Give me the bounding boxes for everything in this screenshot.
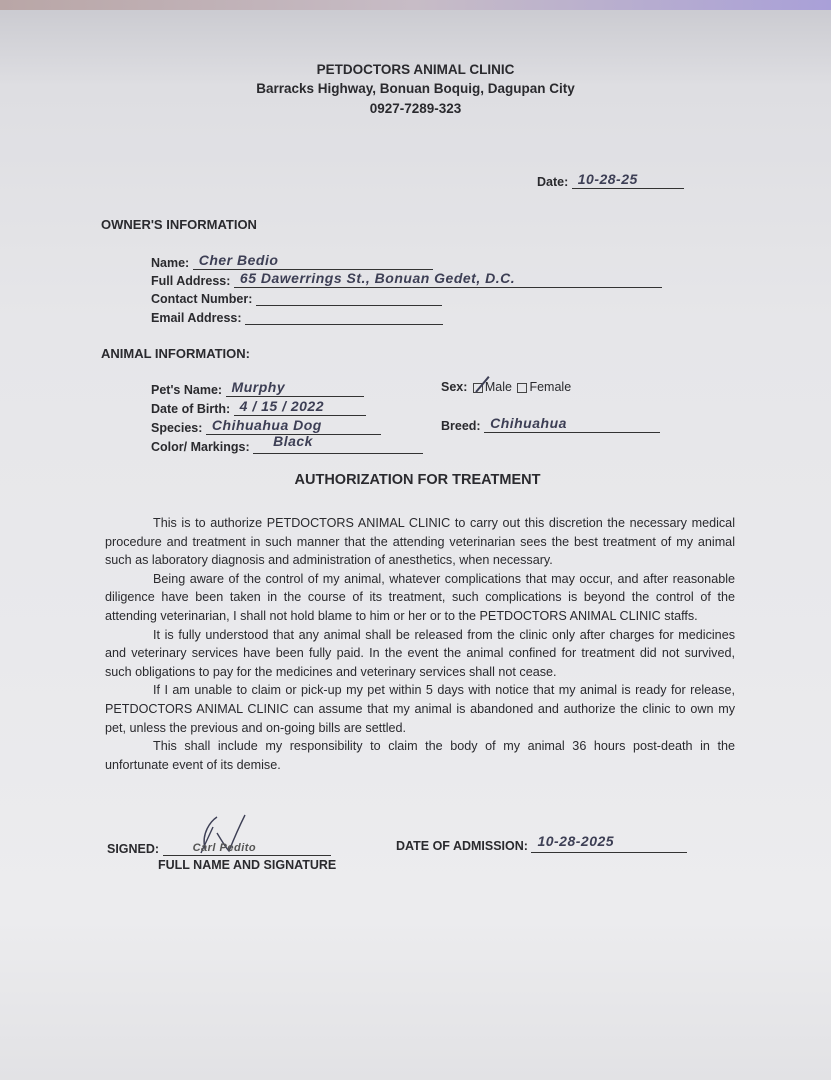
authorization-title: AUTHORIZATION FOR TREATMENT bbox=[294, 472, 541, 488]
admission-date-field bbox=[396, 833, 687, 853]
sex-field bbox=[441, 380, 571, 394]
label: Email Address: bbox=[151, 311, 242, 325]
signed-field bbox=[107, 841, 331, 856]
breed-field bbox=[441, 415, 660, 433]
label: Color/ Markings: bbox=[151, 440, 250, 454]
admission-date-value: 10-28-2025 bbox=[537, 833, 615, 849]
date-field bbox=[537, 171, 684, 189]
date-label: Date: bbox=[537, 175, 569, 189]
animal-heading: ANIMAL INFORMATION: bbox=[101, 346, 250, 361]
clinic-name: PETDOCTORS ANIMAL CLINIC bbox=[316, 62, 515, 77]
label: Species: bbox=[151, 421, 203, 435]
paragraph: This shall include my responsibility to claim the body of my animal 36 hours post-death in the unfortunate event of its demise. bbox=[105, 739, 735, 772]
pet-name-field bbox=[151, 379, 364, 397]
clinic-phone: 0927-7289-323 bbox=[369, 101, 462, 116]
species-value: Chihuahua Dog bbox=[211, 417, 322, 433]
owner-heading: OWNER'S INFORMATION bbox=[101, 217, 257, 232]
male-label: Male bbox=[484, 380, 512, 394]
signed-name: Carl Pedito bbox=[192, 842, 257, 854]
label: DATE OF ADMISSION: bbox=[396, 839, 528, 853]
owner-email-field bbox=[151, 310, 443, 325]
photo-edge bbox=[0, 0, 831, 10]
label: Breed: bbox=[441, 419, 481, 433]
label: Contact Number: bbox=[151, 292, 253, 306]
pet-name-value: Murphy bbox=[231, 379, 286, 395]
owner-address-field bbox=[151, 270, 662, 288]
species-field bbox=[151, 417, 381, 435]
paragraph: This is to authorize PETDOCTORS ANIMAL CLINIC to carry out this discretion the necessary medical procedure and treatment in such manner that the attending veterinarian sees the best treatment of my animal such as laboratory diagnosis and administration of anesthetics, when necessary. bbox=[105, 516, 735, 568]
color-field bbox=[151, 433, 423, 454]
owner-name-field bbox=[151, 252, 433, 270]
male-checkbox bbox=[473, 383, 483, 393]
label: Date of Birth: bbox=[151, 402, 231, 416]
owner-name-value: Cher Bedio bbox=[198, 252, 279, 268]
label: Name: bbox=[151, 256, 190, 270]
authorization-body bbox=[105, 514, 735, 774]
clinic-address: Barracks Highway, Bonuan Boquig, Dagupan City bbox=[256, 81, 575, 96]
dob-value: 4 / 15 / 2022 bbox=[239, 398, 324, 414]
dob-field bbox=[151, 398, 366, 416]
date-value: 10-28-25 bbox=[577, 171, 638, 187]
breed-value: Chihuahua bbox=[490, 415, 567, 431]
owner-contact-field bbox=[151, 291, 442, 306]
signature-caption: FULL NAME AND SIGNATURE bbox=[158, 858, 337, 872]
paragraph: If I am unable to claim or pick-up my pet within 5 days with notice that my animal is ready for release, PETDOCTORS ANIMAL CLINIC can assume that my animal is abandoned and authorize the clinic to own my pet, unless the previous and on-going bills are settled. bbox=[105, 683, 735, 735]
label: SIGNED: bbox=[107, 842, 160, 856]
label: Sex: bbox=[441, 380, 468, 394]
paragraph: Being aware of the control of my animal, whatever complications that may occur, and after reasonable diligence have been taken in the course of its treatment, such complications is beyond the control of the attending veterinarian, I shall not hold blame to him or her or to the PETDOCTORS ANIMAL CLINIC staffs. bbox=[105, 571, 735, 623]
owner-address-value: 65 Dawerrings St., Bonuan Gedet, D.C. bbox=[239, 270, 516, 286]
female-checkbox bbox=[517, 383, 527, 393]
color-value: Black bbox=[273, 433, 313, 449]
label: Full Address: bbox=[151, 274, 231, 288]
paragraph: It is fully understood that any animal shall be released from the clinic only after charges for medicines and veterinary services have been fully paid. In the event the animal confined for treatment did not survived, such obligations to pay for the medicines and veterinary services shall not cease. bbox=[105, 627, 735, 679]
label: Pet's Name: bbox=[151, 383, 223, 397]
female-label: Female bbox=[529, 380, 572, 394]
